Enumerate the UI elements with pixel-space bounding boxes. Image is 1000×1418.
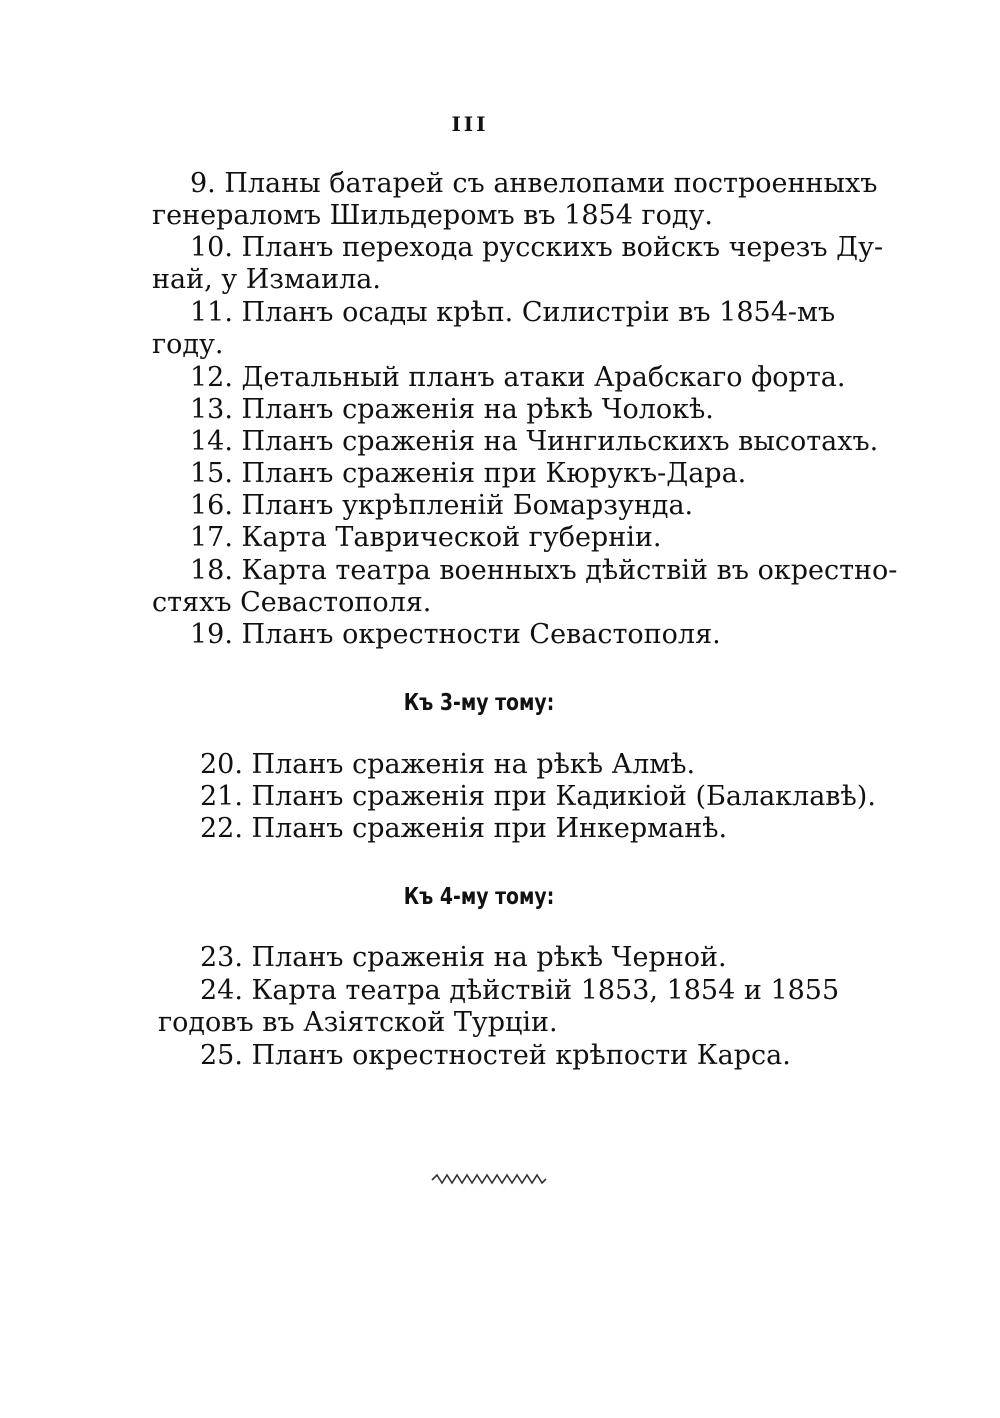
list-item-24-line-2: годовъ въ Азіятской Турціи.	[158, 1007, 558, 1038]
section-heading-vol3: Къ 3-му тому:	[403, 690, 555, 716]
section-heading-vol4: Къ 4-му тому:	[403, 884, 555, 910]
list-item-22: 22. Планъ сраженія при Инкерманѣ.	[200, 813, 728, 844]
list-item-10-line-1: 10. Планъ перехода русскихъ войскъ черезъ Ду-	[190, 232, 884, 263]
list-item-21: 21. Планъ сраженія при Кадикіой (Балаклавѣ).	[200, 781, 876, 812]
list-item-10-line-2: най, у Измаила.	[152, 264, 381, 295]
list-item-9-line-2: генераломъ Шильдеромъ въ 1854 году.	[152, 200, 713, 231]
list-item-17: 17. Карта Таврической губерніи.	[190, 522, 662, 553]
list-item-14: 14. Планъ сраженія на Чингильскихъ высотахъ.	[190, 426, 879, 457]
list-item-12: 12. Детальный планъ атаки Арабскаго форта.	[190, 362, 846, 393]
list-item-18-line-1: 18. Карта театра военныхъ дѣйствій въ окрестно-	[190, 555, 898, 586]
list-item-15: 15. Планъ сраженія при Кюрукъ-Дара.	[190, 458, 747, 489]
list-item-19: 19. Планъ окрестности Севастополя.	[190, 619, 721, 650]
list-item-18-line-2: стяхъ Севастополя.	[152, 587, 432, 618]
list-item-23: 23. Планъ сраженія на рѣкѣ Черной.	[200, 942, 727, 973]
list-item-11-line-2: году.	[152, 329, 224, 360]
list-item-9-line-1: 9. Планы батарей съ анвелопами построенныхъ	[190, 168, 878, 199]
wavy-rule-icon	[430, 1172, 548, 1188]
list-item-11-line-1: 11. Планъ осады крѣп. Силистріи въ 1854-мъ	[190, 297, 836, 328]
list-item-20: 20. Планъ сраженія на рѣкѣ Алмѣ.	[200, 749, 696, 780]
list-item-13: 13. Планъ сраженія на рѣкѣ Чолокѣ.	[190, 394, 714, 425]
page-number: III	[451, 112, 489, 136]
list-item-25: 25. Планъ окрестностей крѣпости Карса.	[200, 1040, 791, 1071]
list-item-24-line-1: 24. Карта театра дѣйствій 1853, 1854 и 1855	[200, 975, 840, 1006]
list-item-16: 16. Планъ укрѣпленій Бомарзунда.	[190, 490, 694, 521]
